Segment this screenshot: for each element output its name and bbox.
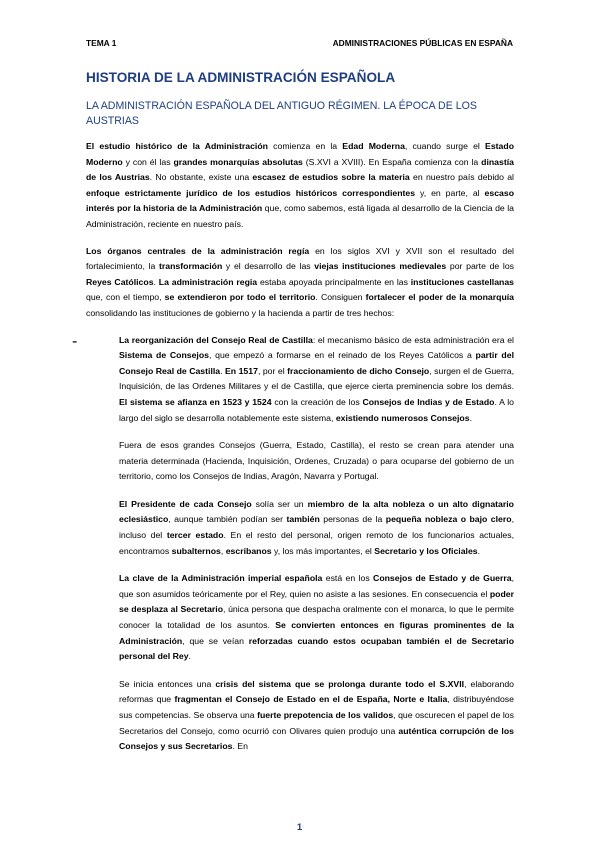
- page-body: [72, 70, 515, 767]
- text-run: .: [469, 412, 472, 423]
- text-run: .: [188, 651, 191, 662]
- bold-text-run: grandes monarquías absolutas: [173, 156, 303, 167]
- bold-text-run: La clave de la Administración imperial española: [119, 573, 323, 584]
- text-run: y con él las: [122, 156, 174, 167]
- text-run: .: [477, 545, 481, 556]
- bold-text-run: fraccionamiento de dicho Consejo: [287, 365, 430, 376]
- text-run: por parte de los: [446, 261, 515, 272]
- bold-text-run: El Presidente de cada Consejo: [119, 498, 252, 509]
- bold-text-run: Estado Moderno: [86, 141, 514, 167]
- bold-text-run: dinastía de los Austrias: [86, 156, 514, 183]
- bold-text-run: En 1517: [225, 365, 258, 376]
- bold-text-run: existiendo numerosos Consejos: [335, 412, 470, 423]
- text-run: , que empezó a formarse en el reinado de los Reyes Católicos a: [208, 350, 476, 361]
- text-run: , que se veían: [182, 635, 249, 646]
- bold-text-run: Los órganos centrales de la administración regía: [86, 245, 310, 256]
- text-run: (S.XVI a XVIII). En España comienza con la: [302, 156, 482, 167]
- paragraph: [119, 333, 514, 427]
- text-run: .: [220, 365, 226, 376]
- list-item: [72, 332, 515, 427]
- text-run: consolidando las instituciones de gobierno y la hacienda a partir de tres hechos:: [86, 307, 395, 318]
- bold-text-run: Sistema de Consejos: [119, 350, 209, 361]
- text-run: y el desarrollo de las: [222, 261, 315, 272]
- bold-text-run: transformación: [159, 261, 223, 272]
- text-run: . En el resto del personal, origen remoto de los funcionarios actuales, encontramos: [119, 530, 514, 556]
- list-bullet: -: [72, 332, 78, 350]
- bold-text-run: La administración regia: [158, 276, 258, 287]
- text-run: personas de la: [319, 514, 386, 525]
- text-run: ,: [220, 545, 226, 556]
- paragraph: [119, 677, 514, 755]
- paragraph: [119, 571, 514, 665]
- bold-text-run: tercer estado: [166, 530, 224, 541]
- text-run: , que oscurecen el papel de los Secretarios del Consejo, como ocurrió con Olivares quien produjo una: [119, 710, 514, 736]
- text-run: en los siglos XVI y XVII son el resultado del fortalecimiento, la: [86, 245, 514, 272]
- text-run: , que son asumidos teóricamente por el Rey, quien no asiste a las sesiones. En consecuencia el: [119, 573, 514, 599]
- bold-text-run: poder se desplaza al Secretario: [119, 588, 514, 615]
- bold-text-run: fragmentan el Consejo de Estado en el de España, Norte e Italia: [174, 694, 448, 705]
- page-number: 1: [296, 822, 303, 833]
- text-run: , cuando surge el: [404, 141, 486, 151]
- text-run: . No obstante, existe una: [149, 172, 253, 183]
- bold-text-run: crisis del sistema que se prolonga durante todo el S.XVII: [215, 678, 465, 689]
- bold-text-run: subalternos: [171, 545, 221, 556]
- text-run: , distribuyéndose sus competencias. Se observa una: [119, 694, 514, 720]
- bold-text-run: Se convierten entonces en figuras prominentes de la Administración: [119, 620, 515, 646]
- bold-text-run: escasez de estudios sobre la materia: [252, 172, 410, 183]
- text-run: Fuera de esos grandes Consejos (Guerra, Estado, Castilla), el resto se crean para atender una materia determinada (Hacienda, Inquisición, Ordenes, Cruzada) o para ocuparse del gobierno de un territorio, como los Consejos de Indias, Aragón, Navarra y Portugal.: [119, 440, 514, 482]
- text-run: , incluso del: [119, 514, 514, 541]
- text-run: .: [153, 276, 159, 287]
- bold-text-run: se extendieron por todo el territorio: [164, 292, 316, 303]
- bold-text-run: Consejos de Indias y de Estado: [362, 396, 495, 407]
- bold-text-run: también: [286, 514, 320, 525]
- header-topic: TEMA 1: [86, 38, 117, 48]
- fact-list: [72, 332, 515, 427]
- page-title: HISTORIA DE LA ADMINISTRACIÓN ESPAÑOLA: [86, 70, 396, 85]
- text-run: , por el: [257, 365, 288, 376]
- text-run: : el mecanismo básico de esta administración era el: [312, 334, 514, 345]
- text-run: . Consiguen: [315, 292, 366, 303]
- bold-text-run: El estudio histórico de la Administración: [86, 141, 268, 151]
- bold-text-run: escaso interés por la historia de la Administración: [86, 187, 515, 214]
- text-run: , elaborando reformas que: [119, 678, 514, 705]
- text-run: y, los más importantes, el: [271, 545, 375, 556]
- text-run: . En: [232, 741, 248, 752]
- header-section-title: ADMINISTRACIONES PÚBLICAS EN ESPAÑA: [332, 38, 513, 48]
- bold-text-run: La reorganización del Consejo Real de Castilla: [119, 334, 313, 345]
- text-run: con la creación de los: [271, 396, 363, 407]
- bold-text-run: El sistema se afianza en 1523 y 1524: [119, 396, 272, 407]
- bold-text-run: Edad Moderna: [342, 141, 405, 151]
- text-run: , aunque también podían ser: [168, 514, 287, 525]
- text-run: , surgen el de Guerra, Inquisición, de las Ordenes Militares y el de Castilla, que ejerce cierta preminencia sobre los demás.: [119, 365, 515, 392]
- bold-text-run: fortalecer el poder de la monarquía: [365, 292, 514, 303]
- paragraph: [86, 244, 514, 322]
- text-run: y, en parte, al: [415, 187, 485, 198]
- bold-text-run: partir del Consejo Real de Castilla: [119, 350, 514, 376]
- text-run: en nuestro país debido al: [409, 172, 514, 183]
- text-run: estaba apoyada principalmente en las: [257, 276, 411, 287]
- bold-text-run: pequeña nobleza o bajo clero: [385, 514, 512, 525]
- paragraph: [86, 139, 514, 233]
- text-run: , única persona que despacha oralmente con el monarca, lo que le permite conocer la totalidad de los asuntos.: [119, 604, 515, 631]
- bold-text-run: Reyes Católicos: [86, 276, 154, 287]
- paragraph: [119, 438, 514, 485]
- bold-text-run: viejas instituciones medievales: [314, 261, 447, 272]
- bold-text-run: reforzadas cuando estos ocupaban también el de Secretario personal del Rey: [119, 635, 514, 662]
- text-run: . A lo largo del siglo se desarrolla notablemente este sistema,: [119, 396, 514, 423]
- bold-text-run: escribanos: [225, 545, 272, 556]
- bold-text-run: auténtica corrupción de los Consejos y sus Secretarios: [119, 725, 514, 752]
- text-run: comienza en la: [267, 141, 343, 151]
- text-run: Se inicia entonces una: [119, 678, 216, 689]
- bold-text-run: Secretario y los Oficiales: [374, 545, 478, 556]
- section-heading: LA ADMINISTRACIÓN ESPAÑOLA DEL ANTIGUO RÉGIMEN. LA ÉPOCA DE LOS AUSTRIAS: [86, 100, 477, 127]
- bold-text-run: enfoque estrictamente jurídico de los estudios históricos correspondientes: [86, 187, 416, 198]
- text-run: está en los: [322, 573, 374, 584]
- text-run: que, como sabemos, está ligada al desarrollo de la Ciencia de la Administración, reciente en nuestro país.: [86, 203, 514, 229]
- paragraph: [119, 497, 514, 559]
- bold-text-run: miembro de la alta nobleza o un alto dignatario eclesiástico: [119, 498, 514, 525]
- bold-text-run: Consejos de Estado y de Guerra: [373, 573, 512, 584]
- text-run: solía ser un: [251, 498, 308, 509]
- bold-text-run: instituciones castellanas: [410, 276, 515, 287]
- text-run: que, con el tiempo,: [86, 292, 165, 303]
- bold-text-run: fuerte prepotencia de los validos: [257, 710, 394, 720]
